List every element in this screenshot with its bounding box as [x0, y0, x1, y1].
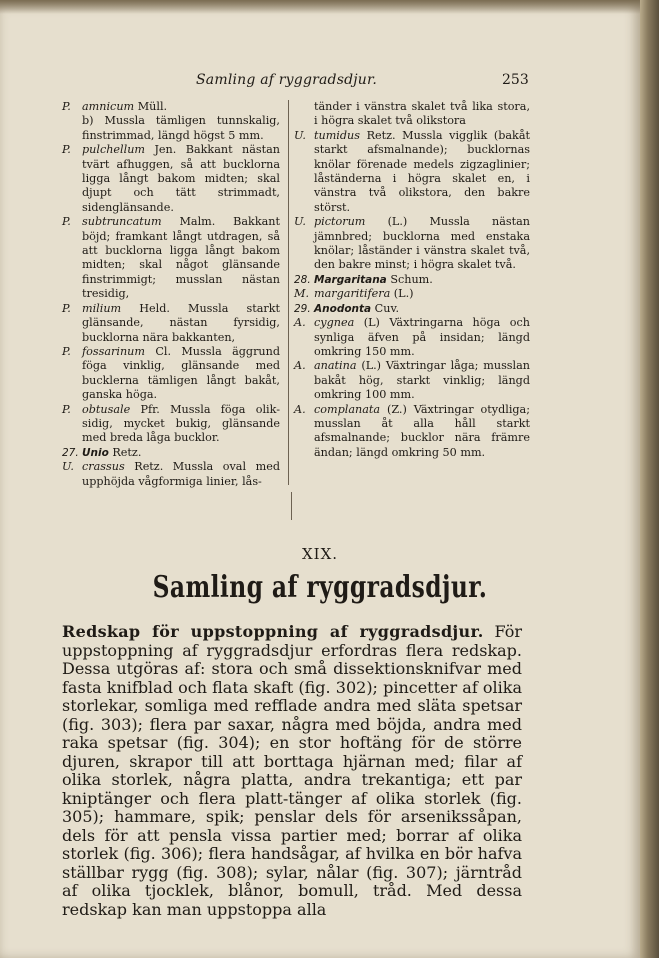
entry-text	[82, 460, 280, 489]
entry-description: Schum.	[386, 272, 433, 286]
species-entry	[62, 403, 280, 446]
entry-description: Retz. Mussla oval med upphöjda vågformiga linier, lås-	[82, 460, 280, 488]
paragraph-text: För uppstoppning af ryggradsdjur erfordras flera redskap. Dessa utgöras af: stora och små dissektionsknifvar med fasta knifblad och flata skaft (fig. 302); pincetter af olika storlekar, somliga med refflade andra med släta spetsar (fig. 303); flera par saxar, några med böjda, andra med raka spetsar (fig. 304); en stor hoftäng för de större djuren, skrapor till att borttaga hjärnan med; filar af olika storlek, några platta, andra trekantiga; ett par kniptänger och flera platt-tänger af olika storlek (fig. 305); hammare, spik; penslar dels för arsenikssåpan, dels för att pensla vissa partier med; borrar af olika storlek (fig. 306); flera handsågar, af hvilka en bör hafva ställbar rygg (fig. 308); sylar, nålar (fig. 307); järntråd af olika tjocklek, blånor, bomull, tråd. Med dessa redskap kan man uppstoppa alla	[62, 622, 522, 919]
entry-text	[82, 114, 280, 143]
entry-description: b) Mussla tämligen tunnskalig, finstrimmad, längd högst 5 mm.	[82, 114, 280, 142]
taxon-name: milium	[82, 301, 122, 315]
right-column	[294, 100, 530, 460]
entry-label: P.	[62, 301, 71, 315]
entry-description: Held. Mussla starkt glänsande, nästan fyrsidig, bucklorna nära bakkanten,	[82, 301, 280, 344]
entry-label: P.	[62, 344, 71, 358]
entry-description: Cl. Mussla äggrund föga vinklig, glänsande med bucklerna tämligen långt bakåt, ganska höga.	[82, 344, 280, 402]
entry-text	[314, 302, 530, 316]
entry-description: Jen. Bakkant nästan tvärt afhuggen, så att bucklorna ligga långt bakom midten; skal djupt och tätt strimmadt, sidenglänsande.	[82, 143, 280, 214]
entry-description: Müll.	[134, 100, 168, 113]
entry-label: P.	[62, 402, 71, 416]
entry-description: Retz. Mussla vigglik (bakåt starkt afsmalnande); bucklornas knölar förenade medels zigzaglinier; låständerna i högra skalet en, i vänstra två olikstora, den bakre störst.	[314, 128, 530, 214]
entry-label: U.	[294, 215, 306, 229]
taxon-name: fossarinum	[82, 344, 145, 358]
entry-label: M.	[294, 287, 310, 301]
species-entry	[62, 114, 280, 143]
entry-description: tänder i vänstra skalet två lika stora, i högra skalet två olikstora	[314, 100, 530, 128]
entry-label: A.	[294, 316, 306, 330]
chapter-heading: Samling af ryggradsdjur.	[152, 570, 488, 605]
species-entry	[294, 403, 530, 461]
entry-text	[82, 446, 280, 460]
entry-text	[314, 215, 530, 273]
entry-description: (Z.) Växtringar otydliga; musslan åt alla håll starkt afsmalnande; bucklor nära främre ändan; längd omkring 50 mm.	[314, 402, 530, 459]
taxon-name: margaritifera	[314, 287, 391, 301]
end-rule	[291, 492, 292, 520]
entry-description: (L.) Växtringar låga; musslan bakåt hög, starkt vinklig; längd omkring 100 mm.	[314, 359, 530, 402]
entry-text	[314, 359, 530, 402]
entry-text	[82, 215, 280, 301]
entry-text	[82, 345, 280, 403]
taxon-name: anatina	[314, 359, 357, 373]
taxon-name: cygnea	[314, 316, 355, 330]
entry-description: (L) Växtringarna höga och synliga äfven på insidan; längd omkring 150 mm.	[314, 316, 530, 358]
species-entry	[294, 100, 530, 129]
species-entry	[294, 273, 530, 287]
entry-label: A.	[294, 359, 306, 373]
taxon-name: pulchellum	[82, 143, 146, 157]
species-entry	[294, 316, 530, 359]
species-entry	[62, 100, 280, 114]
taxon-name: obtusale	[82, 402, 131, 416]
top-shadow	[0, 0, 640, 14]
entry-label: P.	[62, 100, 71, 113]
taxon-name: amnicum	[82, 100, 135, 113]
entry-description: Retz.	[108, 445, 142, 459]
running-title: Samling af ryggradsdjur.	[196, 72, 378, 88]
species-entry	[294, 302, 530, 316]
species-entry	[62, 460, 280, 489]
two-column-section	[62, 100, 530, 495]
taxon-name: subtruncatum	[82, 215, 162, 229]
entry-text	[314, 403, 530, 461]
species-entry	[294, 215, 530, 273]
taxon-name: Unio	[82, 446, 109, 459]
entry-label: U.	[62, 460, 74, 474]
entry-label: P.	[62, 215, 71, 229]
species-entry	[62, 143, 280, 215]
entry-text	[82, 302, 280, 345]
species-entry	[62, 446, 280, 460]
running-head	[0, 72, 640, 90]
entry-text	[314, 100, 530, 129]
entry-description: (L.)	[390, 287, 414, 301]
page-edge	[640, 0, 659, 958]
entry-label: U.	[294, 128, 306, 142]
left-column	[62, 100, 280, 489]
entry-description: Cuv.	[371, 301, 399, 315]
entry-text	[82, 403, 280, 446]
entry-label: 29.	[294, 302, 311, 315]
entry-label: P.	[62, 143, 71, 157]
taxon-name: Margaritana	[314, 273, 387, 286]
chapter-number: XIX.	[301, 545, 339, 563]
species-entry	[62, 215, 280, 301]
taxon-name: tumidus	[314, 128, 360, 142]
taxon-name: pictorum	[314, 215, 366, 229]
entry-text	[82, 143, 280, 215]
entry-text	[82, 100, 280, 114]
species-entry	[294, 359, 530, 402]
taxon-name: crassus	[82, 460, 125, 474]
entry-description: (L.) Mussla nästan jämnbred; bucklorna med enstaka knölar; låständer i vänstra skalet två, den bakre minst; i högra skalet två.	[314, 215, 530, 272]
entry-label: A.	[294, 402, 306, 416]
entry-description: Pfr. Mussla föga olik-sidig, mycket bukig, glänsande med breda låga bucklor.	[82, 402, 280, 445]
column-divider	[288, 100, 289, 485]
entry-text	[314, 287, 530, 301]
entry-description: Malm. Bakkant böjd; framkant långt utdragen, så att bucklorna ligga långt bakom midten; skal något glänsande finstrimmigt; musslan nästan tresidig,	[82, 215, 280, 301]
body-paragraph	[62, 623, 522, 919]
entry-text	[314, 129, 530, 215]
species-entry	[62, 302, 280, 345]
entry-text	[314, 316, 530, 359]
entry-text	[314, 273, 530, 287]
page-number: 253	[502, 72, 529, 88]
taxon-name: Anodonta	[314, 302, 372, 315]
taxon-name: complanata	[314, 402, 381, 416]
species-entry	[62, 345, 280, 403]
entry-label: 28.	[294, 273, 311, 286]
paragraph-lead: Redskap för uppstoppning af ryggradsdjur.	[62, 622, 484, 641]
entry-label: 27.	[62, 446, 79, 459]
species-entry	[294, 129, 530, 215]
species-entry	[294, 287, 530, 301]
